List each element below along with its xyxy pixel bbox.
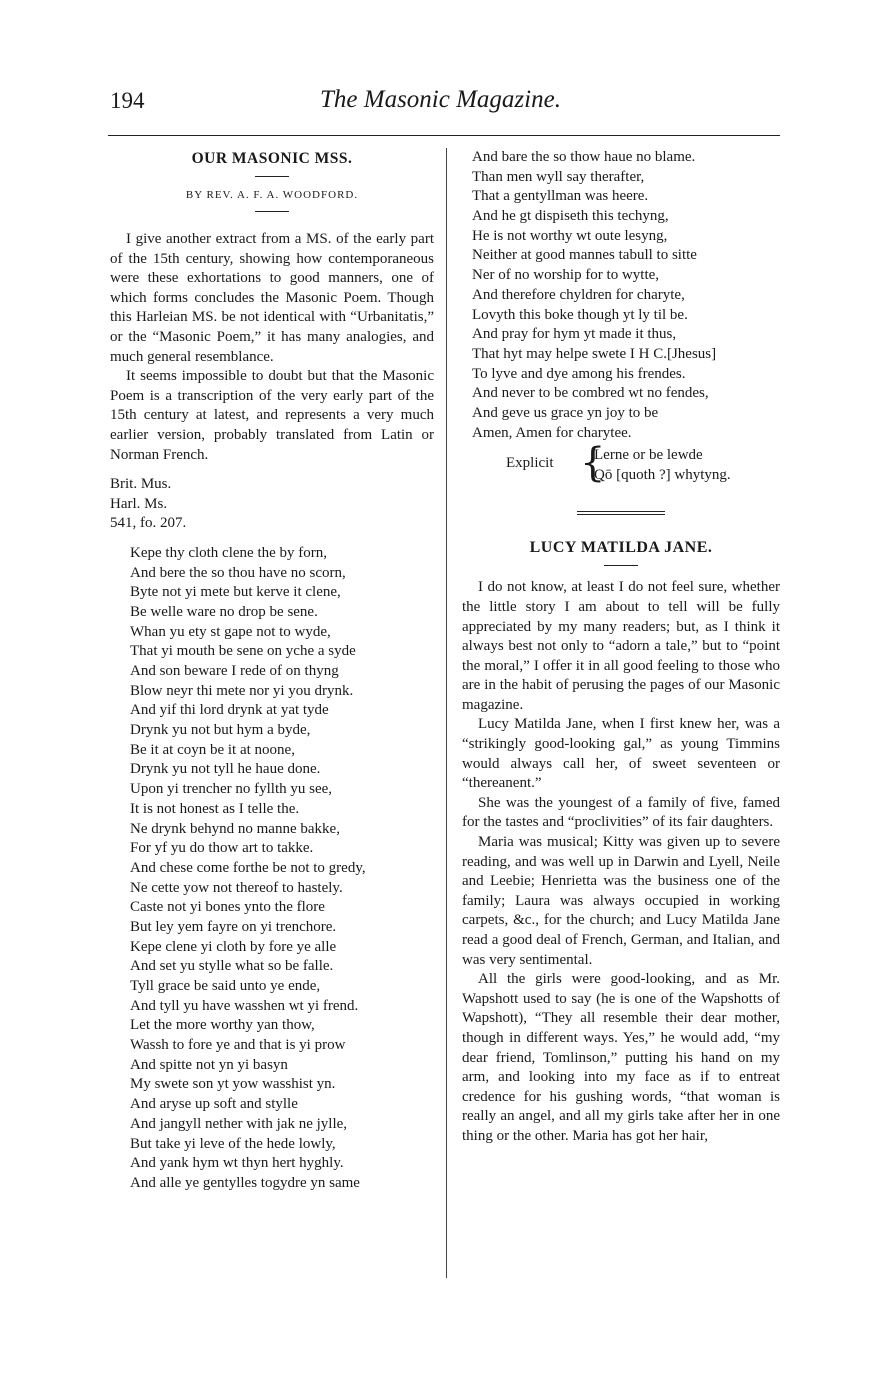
- verse-line: Wassh to fore ye and that is yi prow: [130, 1037, 346, 1054]
- article-title: LUCY MATILDA JANE.: [529, 539, 713, 557]
- verse-line: Upon yi trencher no fyllth yu see,: [130, 781, 333, 798]
- verse-line: And bere the so thou have no scorn,: [130, 564, 346, 581]
- column-divider: [446, 148, 447, 1278]
- verse-line: And geve us grace yn joy to be: [472, 404, 659, 421]
- verse-line: Be it at coyn be it at noone,: [130, 741, 295, 758]
- verse-line: And never to be combred wt no fendes,: [472, 385, 709, 402]
- explicit-colophon: [462, 440, 780, 489]
- source-line: 541, fo. 207.: [110, 515, 187, 532]
- paragraph: She was the youngest of a family of five, famed for the tastes and “proclivities” of its fair daughters.: [462, 794, 780, 831]
- section-divider: [577, 511, 665, 515]
- verse-line: Whan yu ety st gape not to wyde,: [130, 623, 331, 640]
- verse-line: But ley yem fayre on yi trenchore.: [130, 918, 337, 935]
- verse-line: Let the more worthy yan thow,: [130, 1017, 315, 1034]
- verse-line: And set yu stylle what so be falle.: [130, 958, 334, 975]
- verse-line: And chese come forthe be not to gredy,: [130, 859, 366, 876]
- verse-line: Caste not yi bones ynto the flore: [130, 899, 325, 916]
- explicit-line: Lerne or be lewde: [594, 447, 703, 464]
- verse-line: Amen, Amen for charytee.: [472, 424, 632, 441]
- left-column: [110, 148, 434, 1194]
- header-rule: [108, 135, 780, 136]
- verse-line: Kepe thy cloth clene the by forn,: [130, 544, 328, 561]
- paragraph: I do not know, at least I do not feel sure, whether the little story I am about to tell will be fully appreciated by my many readers; but, as I think it always best not only to “adorn a tale,” but to “point the moral,” I offer it in all good feeling to those who are in the habit of perusing the pages of our Masonic magazine.: [462, 579, 780, 713]
- verse-line: And spitte not yn yi basyn: [130, 1056, 288, 1073]
- verse-line: And bare the so thow haue no blame.: [472, 149, 696, 165]
- page-number: 194: [110, 88, 145, 113]
- title-rule: [255, 176, 289, 177]
- paragraph: Lucy Matilda Jane, when I first knew her, was a “strikingly good-looking gal,” as young Timmins would always call her, of sweet seventeen or “thereanent.”: [462, 716, 780, 792]
- explicit-line: Qō [quoth ?] whytyng.: [594, 467, 731, 484]
- explicit-lines: [594, 445, 731, 485]
- verse-line: Neither at good mannes tabull to sitte: [472, 247, 697, 264]
- page-header: [110, 88, 780, 128]
- verse-line: And aryse up soft and stylle: [130, 1096, 298, 1113]
- verse-line: Ne drynk behynd no manne bakke,: [130, 820, 340, 837]
- poem-verse-right: [462, 148, 780, 443]
- source-line: Harl. Ms.: [110, 495, 168, 512]
- verse-line: And alle ye gentylles togydre yn same: [130, 1174, 360, 1191]
- verse-line: And pray for hym yt made it thus,: [472, 326, 677, 343]
- verse-line: Ner of no worship for to wytte,: [472, 267, 660, 284]
- verse-line: And tyll yu have wasshen wt yi frend.: [130, 997, 359, 1014]
- verse-line: That a gentyllman was heere.: [472, 188, 649, 205]
- verse-line: He is not worthy wt oute lesyng,: [472, 227, 668, 244]
- verse-line: Tyll grace be said unto ye ende,: [130, 978, 321, 995]
- verse-line: That hyt may helpe swete I H C.[Jhesus]: [472, 345, 717, 362]
- verse-line: That yi mouth be sene on yche a syde: [130, 643, 356, 660]
- title-rule: [604, 565, 638, 566]
- verse-line: And therefore chyldren for charyte,: [472, 286, 685, 303]
- verse-line: My swete son yt yow wasshist yn.: [130, 1076, 336, 1093]
- verse-line: Be welle ware no drop be sene.: [130, 603, 318, 620]
- verse-line: And yif thi lord drynk at yat tyde: [130, 702, 329, 719]
- article-title: OUR MASONIC MSS.: [191, 150, 353, 167]
- right-column: [462, 148, 780, 1147]
- running-title: The Masonic Magazine.: [320, 86, 561, 113]
- verse-line: And yank hym wt thyn hert hyghly.: [130, 1155, 344, 1172]
- paragraph: I give another extract from a MS. of the early part of the 15th century, showing how contemporaneous were these exhortations to good manners, one of which forms concludes the Masonic Poem. Though this Harleian MS. be not identical with “Urbanitatis,” or the “Masonic Poem,” it has many analogies, and much general resemblance.: [110, 231, 434, 365]
- verse-line: Lovyth this boke though yt ly til be.: [472, 306, 688, 323]
- verse-line: And jangyll nether with jak ne jylle,: [130, 1115, 348, 1132]
- verse-line: Than men wyll say therafter,: [472, 168, 645, 185]
- verse-line: Ne cette yow not thereof to hastely.: [130, 879, 343, 896]
- verse-line: For yf yu do thow art to takke.: [130, 840, 314, 857]
- paragraph: Maria was musical; Kitty was given up to severe reading, and was well up in Darwin and Lyell, Neile and Leebie; Henrietta was the business one of the family; Laura was always occupied in working carpets, &c., for the church; and Lucy Matilda Jane read a good deal of French, German, and Italian, and was very sentimental.: [462, 834, 780, 968]
- source-line: Brit. Mus.: [110, 476, 172, 493]
- manuscript-source: [110, 475, 434, 534]
- verse-line: And he gt dispiseth this techyng,: [472, 208, 669, 225]
- brace-glyph: {: [580, 440, 606, 487]
- verse-line: To lyve and dye among his frendes.: [472, 365, 686, 382]
- verse-line: Drynk yu not tyll he haue done.: [130, 761, 321, 778]
- article-byline: BY REV. A. F. A. WOODFORD.: [185, 189, 359, 201]
- paragraph: All the girls were good-looking, and as Mr. Wapshott used to say (he is one of the Wapshotts of Wapshott), “They all resemble their dear mother, though in different ways. Yes,” he would add, “my dear friend, Tomlinson,” putting his hand on my arm, and looking into my face as if to entreat credence for his gushing words, “that woman is really an angel, and all my girls take after her in one thing or the other. Maria has got her hair,: [462, 971, 780, 1144]
- paragraph: It seems impossible to doubt but that the Masonic Poem is a transcription of the very early part of the 15th century at latest, and represents a very much earlier version, probably translated from Latin or Norman French.: [110, 368, 434, 463]
- verse-line: And son beware I rede of on thyng: [130, 663, 339, 680]
- verse-line: Drynk yu not but hym a byde,: [130, 722, 311, 739]
- verse-line: Byte not yi mete but kerve it clene,: [130, 584, 341, 601]
- verse-line: But take yi leve of the hede lowly,: [130, 1135, 336, 1152]
- explicit-label: Explicit: [506, 455, 554, 472]
- verse-line: Kepe clene yi cloth by fore ye alle: [130, 938, 337, 955]
- verse-line: It is not honest as I telle the.: [130, 800, 300, 817]
- verse-line: Blow neyr thi mete nor yi you drynk.: [130, 682, 354, 699]
- poem-verse-left: [110, 544, 434, 1194]
- byline-rule: [255, 211, 289, 212]
